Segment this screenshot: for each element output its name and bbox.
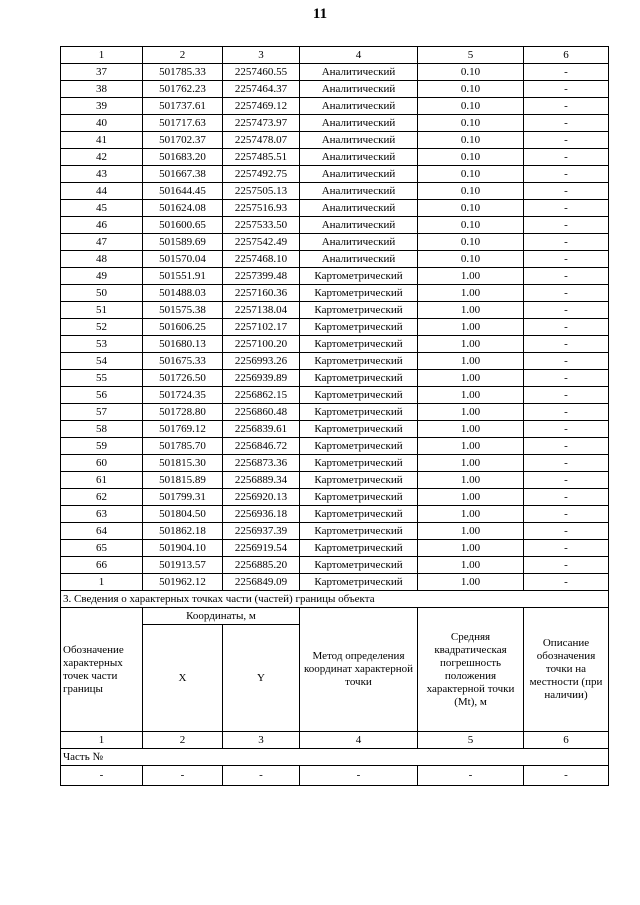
section-3-header-row bbox=[61, 608, 609, 625]
table-cell: Аналитический bbox=[300, 64, 418, 81]
table-cell: 501815.30 bbox=[143, 455, 223, 472]
table-cell: 1.00 bbox=[418, 523, 524, 540]
table-row bbox=[61, 489, 609, 506]
table-cell: - bbox=[524, 353, 609, 370]
table-cell: Аналитический bbox=[300, 183, 418, 200]
table-cell: 60 bbox=[61, 455, 143, 472]
table-cell: 0.10 bbox=[418, 81, 524, 98]
table-cell: 2257160.36 bbox=[223, 285, 300, 302]
table-cell: - bbox=[524, 523, 609, 540]
table-cell: 2256862.15 bbox=[223, 387, 300, 404]
table-cell: - bbox=[524, 489, 609, 506]
table-cell: Картометрический bbox=[300, 353, 418, 370]
table-cell: 39 bbox=[61, 98, 143, 115]
col-number: 6 bbox=[524, 47, 609, 64]
col-number: 5 bbox=[418, 732, 524, 749]
table-cell: 58 bbox=[61, 421, 143, 438]
table-cell: 501575.38 bbox=[143, 302, 223, 319]
table-cell: - bbox=[524, 132, 609, 149]
header-x: X bbox=[143, 625, 223, 732]
table-cell: 501728.80 bbox=[143, 404, 223, 421]
table-row bbox=[61, 217, 609, 234]
table-cell: 55 bbox=[61, 370, 143, 387]
table-cell: Картометрический bbox=[300, 472, 418, 489]
table-cell: - bbox=[524, 455, 609, 472]
col-number: 2 bbox=[143, 47, 223, 64]
table-cell: 1.00 bbox=[418, 387, 524, 404]
table-cell: 0.10 bbox=[418, 132, 524, 149]
table-cell: 38 bbox=[61, 81, 143, 98]
table-cell: - bbox=[524, 574, 609, 591]
table-cell: Аналитический bbox=[300, 98, 418, 115]
table-cell: - bbox=[524, 540, 609, 557]
table-cell: 501644.45 bbox=[143, 183, 223, 200]
table-cell: 2256839.61 bbox=[223, 421, 300, 438]
table-cell: 1.00 bbox=[418, 472, 524, 489]
table-cell: 501785.70 bbox=[143, 438, 223, 455]
page-number: 11 bbox=[312, 6, 328, 22]
table-row bbox=[61, 268, 609, 285]
table-cell: 501683.20 bbox=[143, 149, 223, 166]
table-cell: Картометрический bbox=[300, 336, 418, 353]
table-cell: 2256920.13 bbox=[223, 489, 300, 506]
table-cell: 65 bbox=[61, 540, 143, 557]
table-cell: 52 bbox=[61, 319, 143, 336]
boundary-points-table bbox=[60, 46, 609, 786]
table-cell: 501570.04 bbox=[143, 251, 223, 268]
table-cell: 501913.57 bbox=[143, 557, 223, 574]
table-row bbox=[61, 166, 609, 183]
header-error: Средняя квадратическая погрешность положения характерной точки (Mt), м bbox=[418, 608, 524, 732]
table-cell: - bbox=[524, 183, 609, 200]
table-row bbox=[61, 540, 609, 557]
table-cell: 44 bbox=[61, 183, 143, 200]
table-cell: 1.00 bbox=[418, 574, 524, 591]
table-cell: - bbox=[524, 404, 609, 421]
table-cell: Картометрический bbox=[300, 268, 418, 285]
table-cell: Аналитический bbox=[300, 149, 418, 166]
table-cell: Картометрический bbox=[300, 540, 418, 557]
table-cell: 42 bbox=[61, 149, 143, 166]
table-cell: - bbox=[300, 766, 418, 786]
table-cell: 51 bbox=[61, 302, 143, 319]
table-cell: - bbox=[524, 64, 609, 81]
table-cell: 2257492.75 bbox=[223, 166, 300, 183]
table-cell: 1.00 bbox=[418, 421, 524, 438]
table-cell: 1.00 bbox=[418, 268, 524, 285]
table-cell: 0.10 bbox=[418, 98, 524, 115]
table-cell: 63 bbox=[61, 506, 143, 523]
table-cell: - bbox=[524, 115, 609, 132]
table-cell: Картометрический bbox=[300, 574, 418, 591]
table-row bbox=[61, 353, 609, 370]
table-cell: 501717.63 bbox=[143, 115, 223, 132]
table-cell: Аналитический bbox=[300, 115, 418, 132]
table-cell: 1.00 bbox=[418, 319, 524, 336]
table-cell: 41 bbox=[61, 132, 143, 149]
table-row bbox=[61, 132, 609, 149]
table-cell: - bbox=[223, 766, 300, 786]
table-cell: 50 bbox=[61, 285, 143, 302]
col-number: 5 bbox=[418, 47, 524, 64]
table-row bbox=[61, 523, 609, 540]
table-row bbox=[61, 557, 609, 574]
table-cell: 48 bbox=[61, 251, 143, 268]
section-3-column-number-row bbox=[61, 732, 609, 749]
table-cell: 1.00 bbox=[418, 302, 524, 319]
table-cell: 501600.65 bbox=[143, 217, 223, 234]
table-cell: 501799.31 bbox=[143, 489, 223, 506]
table-cell: - bbox=[524, 370, 609, 387]
table-cell: 54 bbox=[61, 353, 143, 370]
table-cell: 40 bbox=[61, 115, 143, 132]
empty-data-row bbox=[61, 766, 609, 786]
section-3-title: 3. Сведения о характерных точках части (частей) границы объекта bbox=[61, 591, 609, 608]
header-point-designation: Обозначение характерных точек части границы bbox=[61, 608, 143, 732]
col-number: 6 bbox=[524, 732, 609, 749]
table-cell: 62 bbox=[61, 489, 143, 506]
table-cell: 49 bbox=[61, 268, 143, 285]
table-cell: Картометрический bbox=[300, 285, 418, 302]
table-cell: Картометрический bbox=[300, 421, 418, 438]
table-cell: 59 bbox=[61, 438, 143, 455]
col-number: 3 bbox=[223, 732, 300, 749]
table-cell: 2256993.26 bbox=[223, 353, 300, 370]
table-cell: Картометрический bbox=[300, 557, 418, 574]
table-cell: 501769.12 bbox=[143, 421, 223, 438]
table-cell: - bbox=[418, 766, 524, 786]
table-cell: Картометрический bbox=[300, 455, 418, 472]
table-cell: 64 bbox=[61, 523, 143, 540]
table-cell: - bbox=[524, 319, 609, 336]
table-cell: 0.10 bbox=[418, 115, 524, 132]
table-row bbox=[61, 183, 609, 200]
table-cell: 2257516.93 bbox=[223, 200, 300, 217]
table-cell: Картометрический bbox=[300, 319, 418, 336]
table-cell: 2257485.51 bbox=[223, 149, 300, 166]
table-cell: 1.00 bbox=[418, 285, 524, 302]
table-cell: Аналитический bbox=[300, 251, 418, 268]
table-cell: 501624.08 bbox=[143, 200, 223, 217]
table-cell: 2257468.10 bbox=[223, 251, 300, 268]
table-cell: 2256860.48 bbox=[223, 404, 300, 421]
table-row bbox=[61, 455, 609, 472]
table-row bbox=[61, 506, 609, 523]
table-cell: 501762.23 bbox=[143, 81, 223, 98]
table-cell: 1.00 bbox=[418, 353, 524, 370]
table-row bbox=[61, 574, 609, 591]
table-cell: 0.10 bbox=[418, 64, 524, 81]
table-cell: 2256849.09 bbox=[223, 574, 300, 591]
table-cell: 1.00 bbox=[418, 506, 524, 523]
table-cell: Аналитический bbox=[300, 234, 418, 251]
table-cell: - bbox=[524, 302, 609, 319]
col-number: 1 bbox=[61, 732, 143, 749]
table-row bbox=[61, 336, 609, 353]
table-cell: 2257399.48 bbox=[223, 268, 300, 285]
table-cell: 43 bbox=[61, 166, 143, 183]
table-row bbox=[61, 438, 609, 455]
table-cell: 0.10 bbox=[418, 217, 524, 234]
table-cell: 61 bbox=[61, 472, 143, 489]
table-cell: - bbox=[524, 336, 609, 353]
table-cell: 501589.69 bbox=[143, 234, 223, 251]
table-row bbox=[61, 64, 609, 81]
table-cell: 501804.50 bbox=[143, 506, 223, 523]
table-cell: 0.10 bbox=[418, 183, 524, 200]
table-cell: 2256846.72 bbox=[223, 438, 300, 455]
table-cell: 1.00 bbox=[418, 540, 524, 557]
table-cell: 501488.03 bbox=[143, 285, 223, 302]
table-cell: 0.10 bbox=[418, 251, 524, 268]
table-cell: Картометрический bbox=[300, 302, 418, 319]
table-cell: 501737.61 bbox=[143, 98, 223, 115]
table-cell: 0.10 bbox=[418, 149, 524, 166]
table-cell: 2256885.20 bbox=[223, 557, 300, 574]
table-cell: - bbox=[524, 217, 609, 234]
table-cell: - bbox=[524, 166, 609, 183]
col-number: 2 bbox=[143, 732, 223, 749]
table-cell: - bbox=[524, 234, 609, 251]
table-cell: 47 bbox=[61, 234, 143, 251]
table-cell: 57 bbox=[61, 404, 143, 421]
table-cell: 0.10 bbox=[418, 234, 524, 251]
table-cell: - bbox=[524, 251, 609, 268]
table-cell: 2257478.07 bbox=[223, 132, 300, 149]
table-cell: 501667.38 bbox=[143, 166, 223, 183]
table-cell: 501702.37 bbox=[143, 132, 223, 149]
table-cell: Аналитический bbox=[300, 200, 418, 217]
table-cell: 1.00 bbox=[418, 557, 524, 574]
table-cell: - bbox=[524, 438, 609, 455]
header-coordinates: Координаты, м bbox=[143, 608, 300, 625]
table-cell: Картометрический bbox=[300, 489, 418, 506]
header-y: Y bbox=[223, 625, 300, 732]
table-cell: 0.10 bbox=[418, 200, 524, 217]
table-cell: 66 bbox=[61, 557, 143, 574]
table-cell: Аналитический bbox=[300, 81, 418, 98]
table-cell: 53 bbox=[61, 336, 143, 353]
table-cell: 501551.91 bbox=[143, 268, 223, 285]
table-cell: - bbox=[524, 472, 609, 489]
table-cell: - bbox=[524, 506, 609, 523]
table-row bbox=[61, 115, 609, 132]
table-cell: 501724.35 bbox=[143, 387, 223, 404]
table-cell: 2256939.89 bbox=[223, 370, 300, 387]
table-cell: Аналитический bbox=[300, 166, 418, 183]
part-label: Часть № bbox=[61, 749, 609, 766]
col-number: 4 bbox=[300, 732, 418, 749]
table-cell: - bbox=[524, 268, 609, 285]
table-cell: 37 bbox=[61, 64, 143, 81]
table-cell: 2257138.04 bbox=[223, 302, 300, 319]
table-cell: 501675.33 bbox=[143, 353, 223, 370]
table-row bbox=[61, 98, 609, 115]
table-row bbox=[61, 285, 609, 302]
table-row bbox=[61, 251, 609, 268]
table-cell: - bbox=[524, 81, 609, 98]
table-cell: 2257469.12 bbox=[223, 98, 300, 115]
table-cell: 2257460.55 bbox=[223, 64, 300, 81]
table-row bbox=[61, 200, 609, 217]
table-cell: 2257473.97 bbox=[223, 115, 300, 132]
table-cell: 2257102.17 bbox=[223, 319, 300, 336]
table-cell: Картометрический bbox=[300, 370, 418, 387]
col-number: 4 bbox=[300, 47, 418, 64]
table-cell: 56 bbox=[61, 387, 143, 404]
table-cell: Картометрический bbox=[300, 438, 418, 455]
table-cell: - bbox=[143, 766, 223, 786]
table-cell: - bbox=[524, 557, 609, 574]
table-cell: - bbox=[524, 421, 609, 438]
table-cell: 2257533.50 bbox=[223, 217, 300, 234]
table-cell: 0.10 bbox=[418, 166, 524, 183]
header-description: Описание обозначения точки на местности (при наличии) bbox=[524, 608, 609, 732]
table-cell: 501680.13 bbox=[143, 336, 223, 353]
table-cell: 1.00 bbox=[418, 438, 524, 455]
table-cell: 501862.18 bbox=[143, 523, 223, 540]
table-cell: 1.00 bbox=[418, 370, 524, 387]
table-cell: 46 bbox=[61, 217, 143, 234]
column-number-row bbox=[61, 47, 609, 64]
table-cell: - bbox=[524, 387, 609, 404]
part-label-row bbox=[61, 749, 609, 766]
table-cell: Картометрический bbox=[300, 387, 418, 404]
col-number: 3 bbox=[223, 47, 300, 64]
table-cell: 1.00 bbox=[418, 336, 524, 353]
table-cell: 1.00 bbox=[418, 404, 524, 421]
table-cell: 2256919.54 bbox=[223, 540, 300, 557]
section-3-title-row bbox=[61, 591, 609, 608]
table-cell: - bbox=[524, 285, 609, 302]
table-row bbox=[61, 234, 609, 251]
table-cell: Аналитический bbox=[300, 217, 418, 234]
table-row bbox=[61, 387, 609, 404]
table-cell: 2256937.39 bbox=[223, 523, 300, 540]
table-cell: Картометрический bbox=[300, 404, 418, 421]
table-row bbox=[61, 302, 609, 319]
table-cell: 1.00 bbox=[418, 455, 524, 472]
table-row bbox=[61, 149, 609, 166]
table-row bbox=[61, 472, 609, 489]
table-cell: Картометрический bbox=[300, 506, 418, 523]
table-cell: 501815.89 bbox=[143, 472, 223, 489]
table-cell: Картометрический bbox=[300, 523, 418, 540]
table-cell: 501606.25 bbox=[143, 319, 223, 336]
table-row bbox=[61, 81, 609, 98]
table-cell: - bbox=[524, 149, 609, 166]
header-method: Метод определения координат характерной точки bbox=[300, 608, 418, 732]
table-cell: 2256873.36 bbox=[223, 455, 300, 472]
table-cell: 501726.50 bbox=[143, 370, 223, 387]
table-cell: 501904.10 bbox=[143, 540, 223, 557]
table-cell: Аналитический bbox=[300, 132, 418, 149]
table-cell: - bbox=[524, 200, 609, 217]
table-cell: 45 bbox=[61, 200, 143, 217]
table-cell: - bbox=[524, 98, 609, 115]
table-cell: 501785.33 bbox=[143, 64, 223, 81]
table-cell: 2257100.20 bbox=[223, 336, 300, 353]
table-cell: 2256936.18 bbox=[223, 506, 300, 523]
table-cell: 2257464.37 bbox=[223, 81, 300, 98]
table-row bbox=[61, 319, 609, 336]
table-row bbox=[61, 404, 609, 421]
table-cell: 1 bbox=[61, 574, 143, 591]
table-cell: 2257505.13 bbox=[223, 183, 300, 200]
col-number: 1 bbox=[61, 47, 143, 64]
table-cell: 501962.12 bbox=[143, 574, 223, 591]
table-cell: 2257542.49 bbox=[223, 234, 300, 251]
table-row bbox=[61, 421, 609, 438]
table-row bbox=[61, 370, 609, 387]
table-cell: 1.00 bbox=[418, 489, 524, 506]
table-cell: 2256889.34 bbox=[223, 472, 300, 489]
table-cell: - bbox=[61, 766, 143, 786]
table-cell: - bbox=[524, 766, 609, 786]
